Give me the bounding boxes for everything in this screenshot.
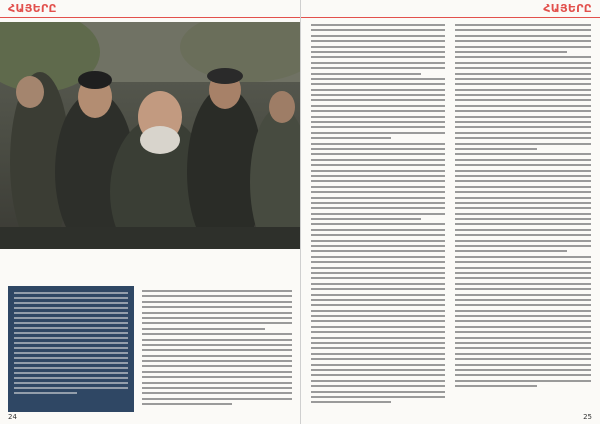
right-page-header bbox=[301, 0, 600, 18]
lead-paragraph-box bbox=[8, 286, 134, 412]
left-page-header bbox=[0, 0, 300, 18]
article-photo bbox=[0, 22, 300, 249]
article-text-column-1 bbox=[311, 24, 445, 409]
right-page-footer bbox=[301, 411, 600, 421]
article-text-column-2 bbox=[455, 24, 591, 409]
right-page bbox=[300, 0, 600, 424]
page-number: 24 bbox=[8, 413, 17, 421]
page-number: 25 bbox=[583, 413, 592, 421]
magazine-logo: ՀԱՅԵՐԸ bbox=[8, 2, 57, 15]
article-text-column bbox=[142, 290, 292, 412]
left-page-footer bbox=[0, 411, 300, 421]
magazine-logo: ՀԱՅԵՐԸ bbox=[543, 2, 592, 15]
article-headline bbox=[8, 252, 292, 280]
